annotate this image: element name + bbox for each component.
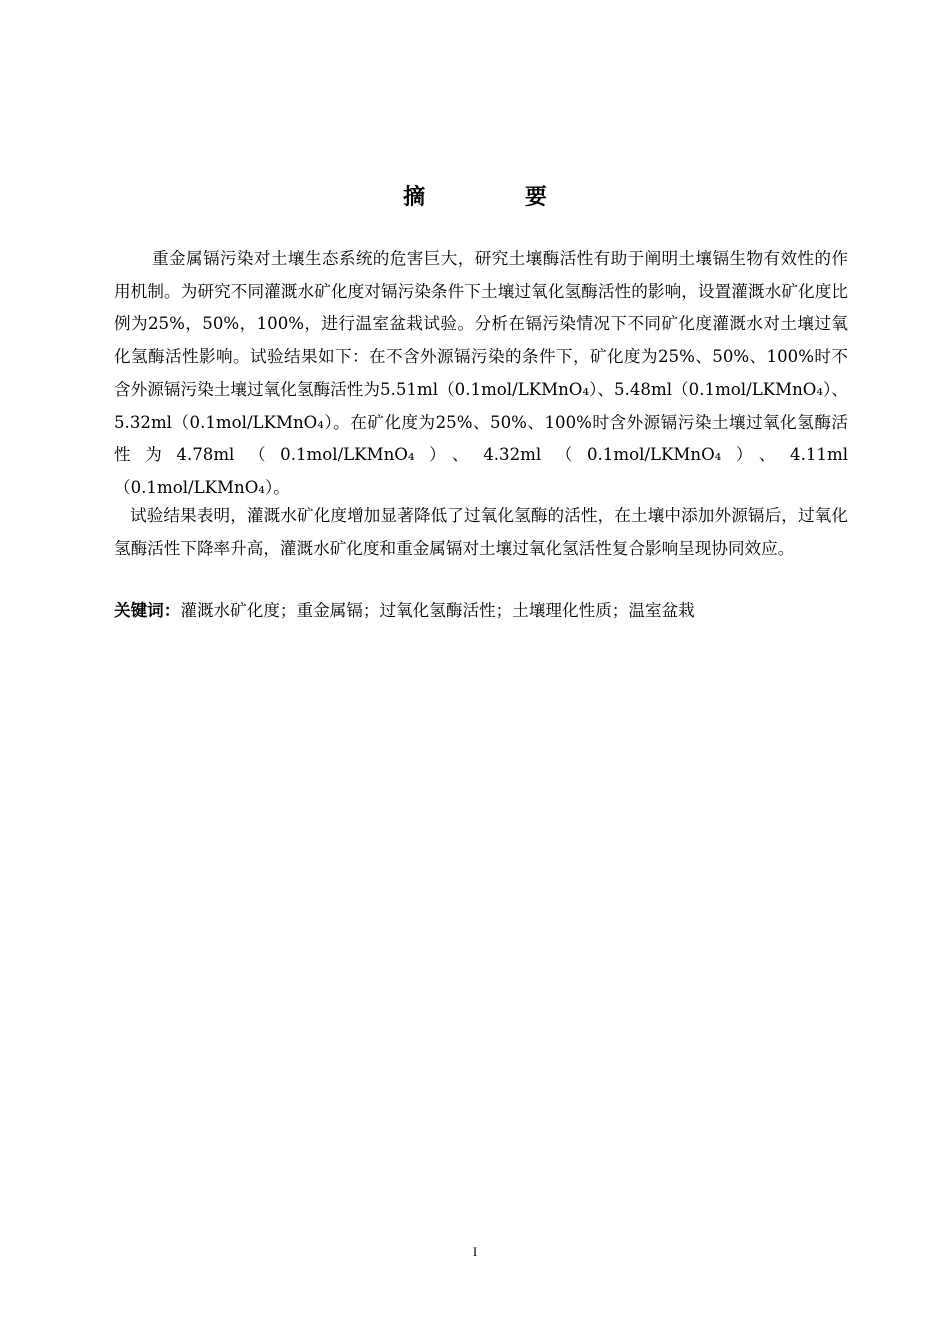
abstract-paragraph-1: 重金属镉污染对土壤生态系统的危害巨大，研究土壤酶活性有助于阐明土壤镉生物有效性的作用机制。为研究不同灌溉水矿化度对镉污染条件下土壤过氧化氢酶活性的影响，设置灌溉水矿化度比例为25%，50%，100%，进行温室盆栽试验。分析在镉污染情况下不同矿化度灌溉水对土壤过氧化氢酶活性影响。试验结果如下：在不含外源镉污染的条件下，矿化度为25%、50%、100%时不含外源镉污染土壤过氧化氢酶活性为5.51ml（0.1mol/LKMnO₄）、5.48ml（0.1mol/LKMnO₄）、5.32ml（0.1mol/LKMnO₄）。在矿化度为25%、50%、100%时含外源镉污染土壤过氧化氢酶活性为4.78ml（0.1mol/LKMnO₄）、4.32ml（0.1mol/LKMnO₄）、4.11ml（0.1mol/LKMnO₄）。 xyxy=(114,249,848,497)
keywords-label: 关键词： xyxy=(114,601,181,620)
keywords-text: 灌溉水矿化度；重金属镉；过氧化氢酶活性；土壤理化性质；温室盆栽 xyxy=(180,601,695,620)
keywords-line xyxy=(114,597,848,625)
abstract-title: 摘 要 xyxy=(403,185,593,210)
abstract-paragraph-2: 试验结果表明，灌溉水矿化度增加显著降低了过氧化氢酶的活性，在土壤中添加外源镉后，过氧化氢酶活性下降率升高，灌溉水矿化度和重金属镉对土壤过氧化氢活性复合影响呈现协同效应。 xyxy=(114,506,848,558)
page-number: I xyxy=(472,1244,478,1259)
